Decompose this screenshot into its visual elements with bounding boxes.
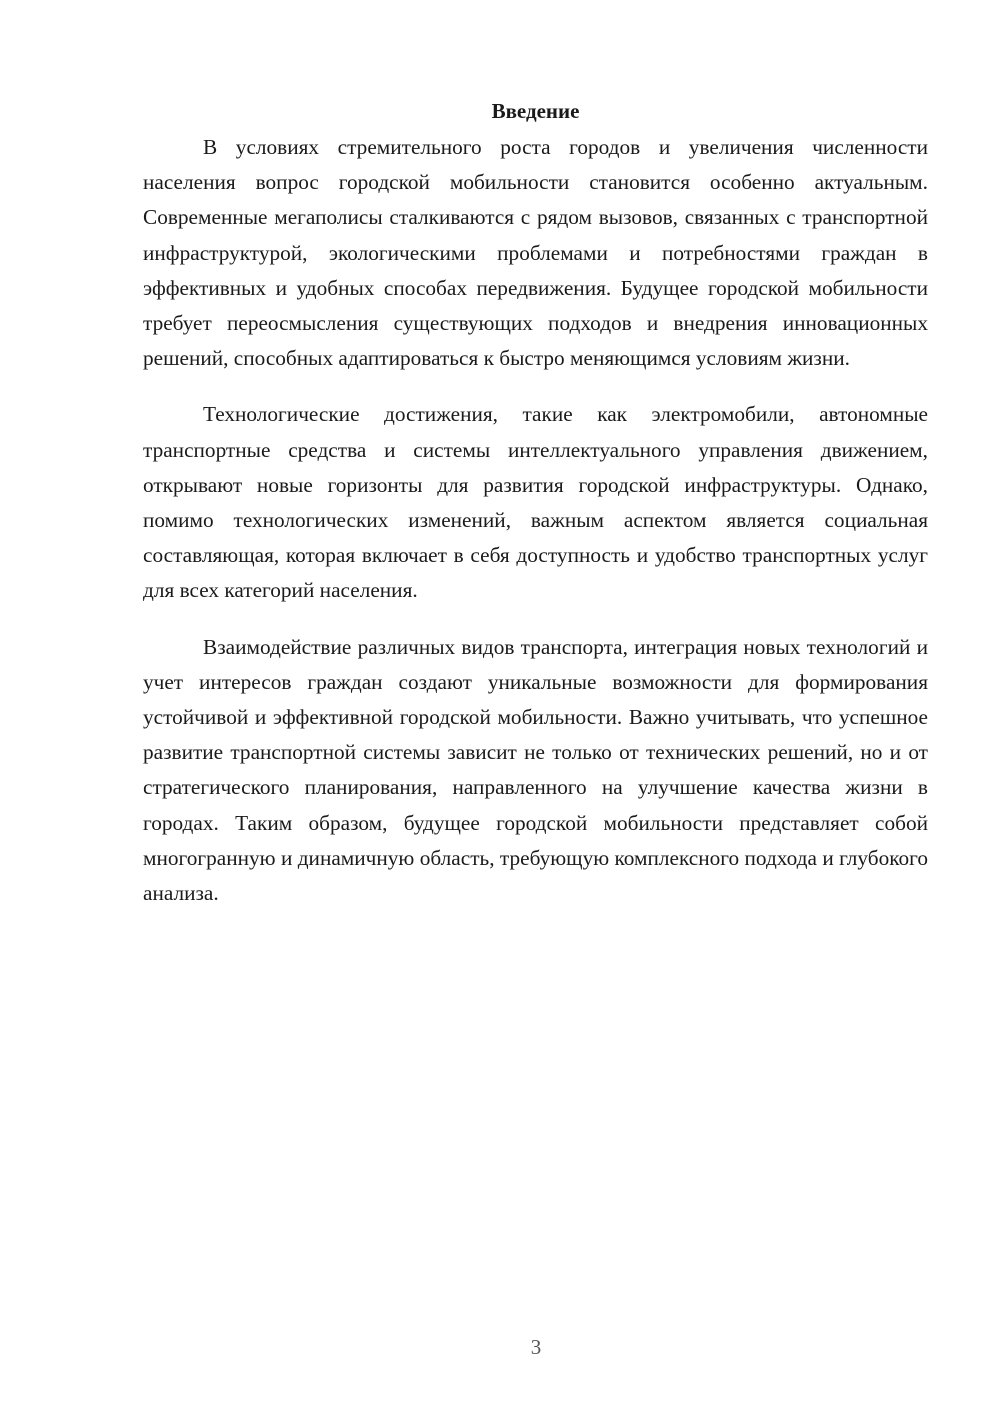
page-content [143, 96, 928, 911]
paragraph-2: Технологические достижения, такие как электромобили, автономные транспортные средства и системы интеллектуального управления движением, открывают новые горизонты для развития городской инфраструктуры. Однако, помимо технологических изменений, важным аспектом является социальная составляющая, которая включает в себя доступность и удобство транспортных услуг для всех категорий населения. [143, 402, 928, 603]
page-number: 3 [530, 1335, 542, 1359]
paragraph-1: В условиях стремительного роста городов и увеличения численности населения вопрос городской мобильности становится особенно актуальным. Современные мегаполисы сталкиваются с рядом вызовов, связанных с транспортной инфраструктурой, экологическими проблемами и потребностями граждан в эффективных и удобных способах передвижения. Будущее городской мобильности требует переосмысления существующих подходов и внедрения инновационных решений, способных адаптироваться к быстро меняющимся условиям жизни. [143, 135, 928, 371]
section-heading: Введение [491, 99, 580, 123]
paragraph-3: Взаимодействие различных видов транспорта, интеграция новых технологий и учет интересов граждан создают уникальные возможности для формирования устойчивой и эффективной городской мобильности. Важно учитывать, что успешное развитие транспортной системы зависит не только от технических решений, но и от стратегического планирования, направленного на улучшение качества жизни в городах. Таким образом, будущее городской мобильности представляет собой многогранную и динамичную область, требующую комплексного подхода и глубокого анализа. [143, 634, 928, 906]
